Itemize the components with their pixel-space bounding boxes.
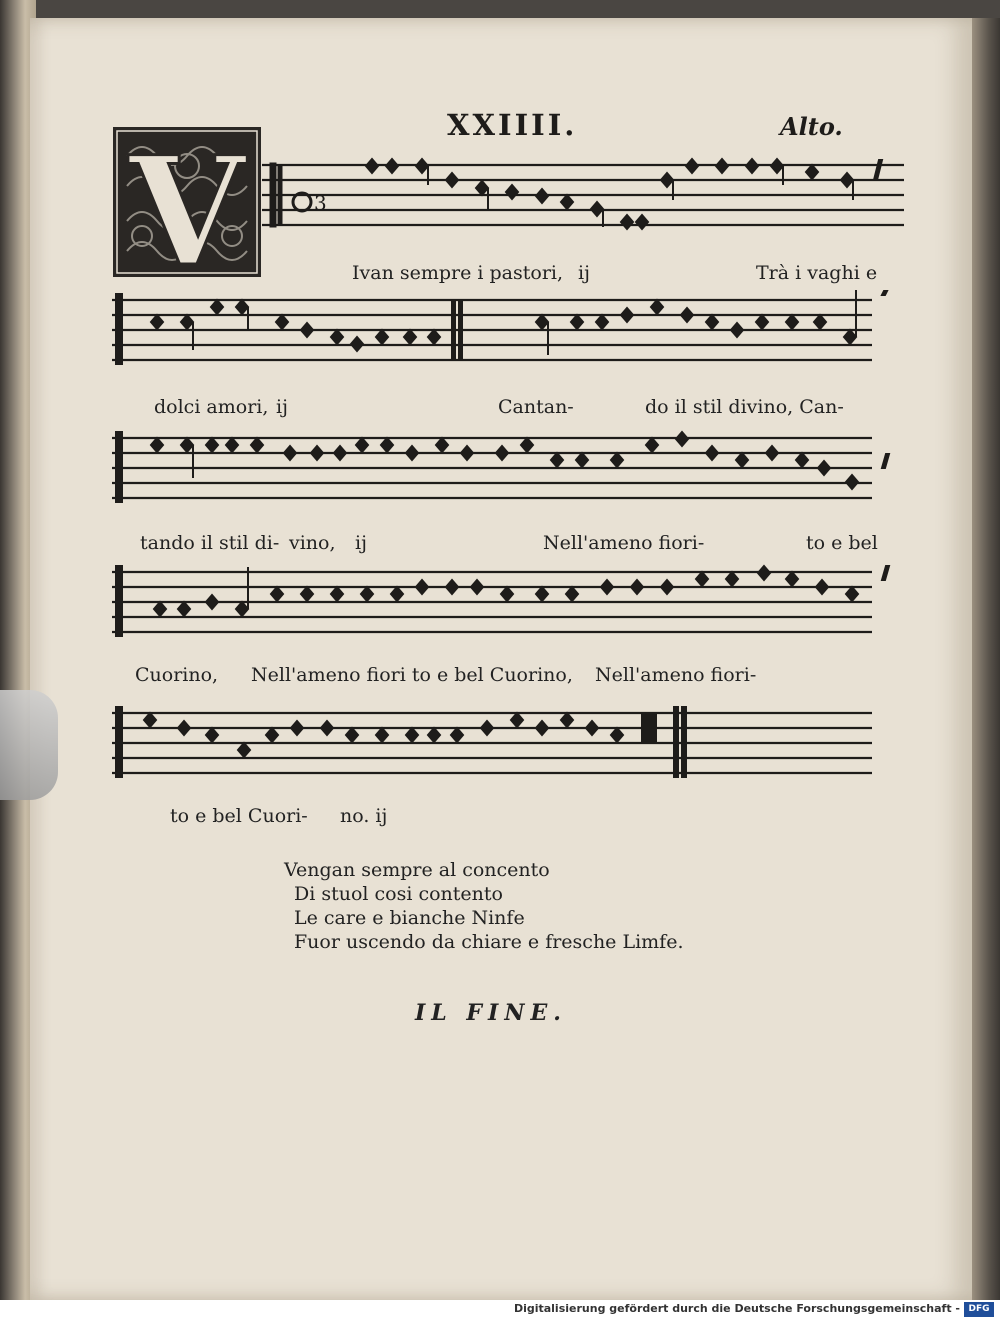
lyric-line-1-seg-2: ij: [578, 262, 590, 284]
voice-part-label: Alto.: [780, 112, 843, 141]
poem-line-4: Fuor uscendo da chiare e fresche Limfe.: [294, 931, 684, 953]
music-staff-3: [112, 428, 904, 518]
lyric-line-4-seg-2: Nell'ameno fiori to e bel Cuorino,: [251, 664, 573, 686]
lyric-line-2-seg-2: ij: [276, 396, 288, 418]
svg-text:3: 3: [314, 191, 327, 215]
music-staff-5: [112, 703, 904, 793]
dfg-logo: DFG: [964, 1302, 994, 1317]
poem-line-2: Di stuol cosi contento: [294, 883, 503, 905]
poem-line-3: Le care e bianche Ninfe: [294, 907, 525, 929]
lyric-line-4-seg-3: Nell'ameno fiori-: [595, 664, 757, 686]
lyric-line-3-seg-1: tando il stil di-: [140, 532, 280, 554]
poem-stanza: [284, 858, 684, 954]
book-right-edge: [972, 18, 1000, 1300]
lyric-line-5-seg-2: no. ij: [340, 805, 388, 827]
lyric-line-3-seg-4: Nell'ameno fiori-: [543, 532, 705, 554]
lyric-line-1-seg-1: Ivan sempre i pastori,: [352, 262, 564, 284]
page-clip: [0, 690, 58, 800]
poem-line-1: Vengan sempre al concento: [284, 859, 550, 881]
music-staff-4: [112, 562, 904, 652]
footer-bar: [0, 1300, 1000, 1320]
lyric-line-4-seg-1: Cuorino,: [135, 664, 219, 686]
music-staff-2: [112, 290, 904, 380]
lyric-line-2-seg-3: Cantan-: [498, 396, 574, 418]
piece-number: XXIIII.: [447, 108, 578, 142]
lyric-line-3-seg-3: ij: [355, 532, 367, 554]
lyric-line-2-seg-1: dolci amori,: [154, 396, 269, 418]
initial-letter: V: [128, 126, 246, 278]
footer-credit: Digitalisierung gefördert durch die Deutsche Forschungsgemeinschaft -: [513, 1302, 960, 1315]
decorated-initial: [112, 126, 262, 278]
music-staff-1: [262, 155, 904, 245]
lyric-line-2-seg-4: do il stil divino, Can-: [645, 396, 844, 418]
il-fine-label: IL FINE.: [415, 1000, 567, 1026]
lyric-line-3-seg-5: to e bel: [806, 532, 878, 554]
lyric-line-3-seg-2: vino,: [289, 532, 336, 554]
lyric-line-5-seg-1: to e bel Cuori-: [170, 805, 308, 827]
lyric-line-1-seg-3: Trà i vaghi e: [756, 262, 878, 284]
